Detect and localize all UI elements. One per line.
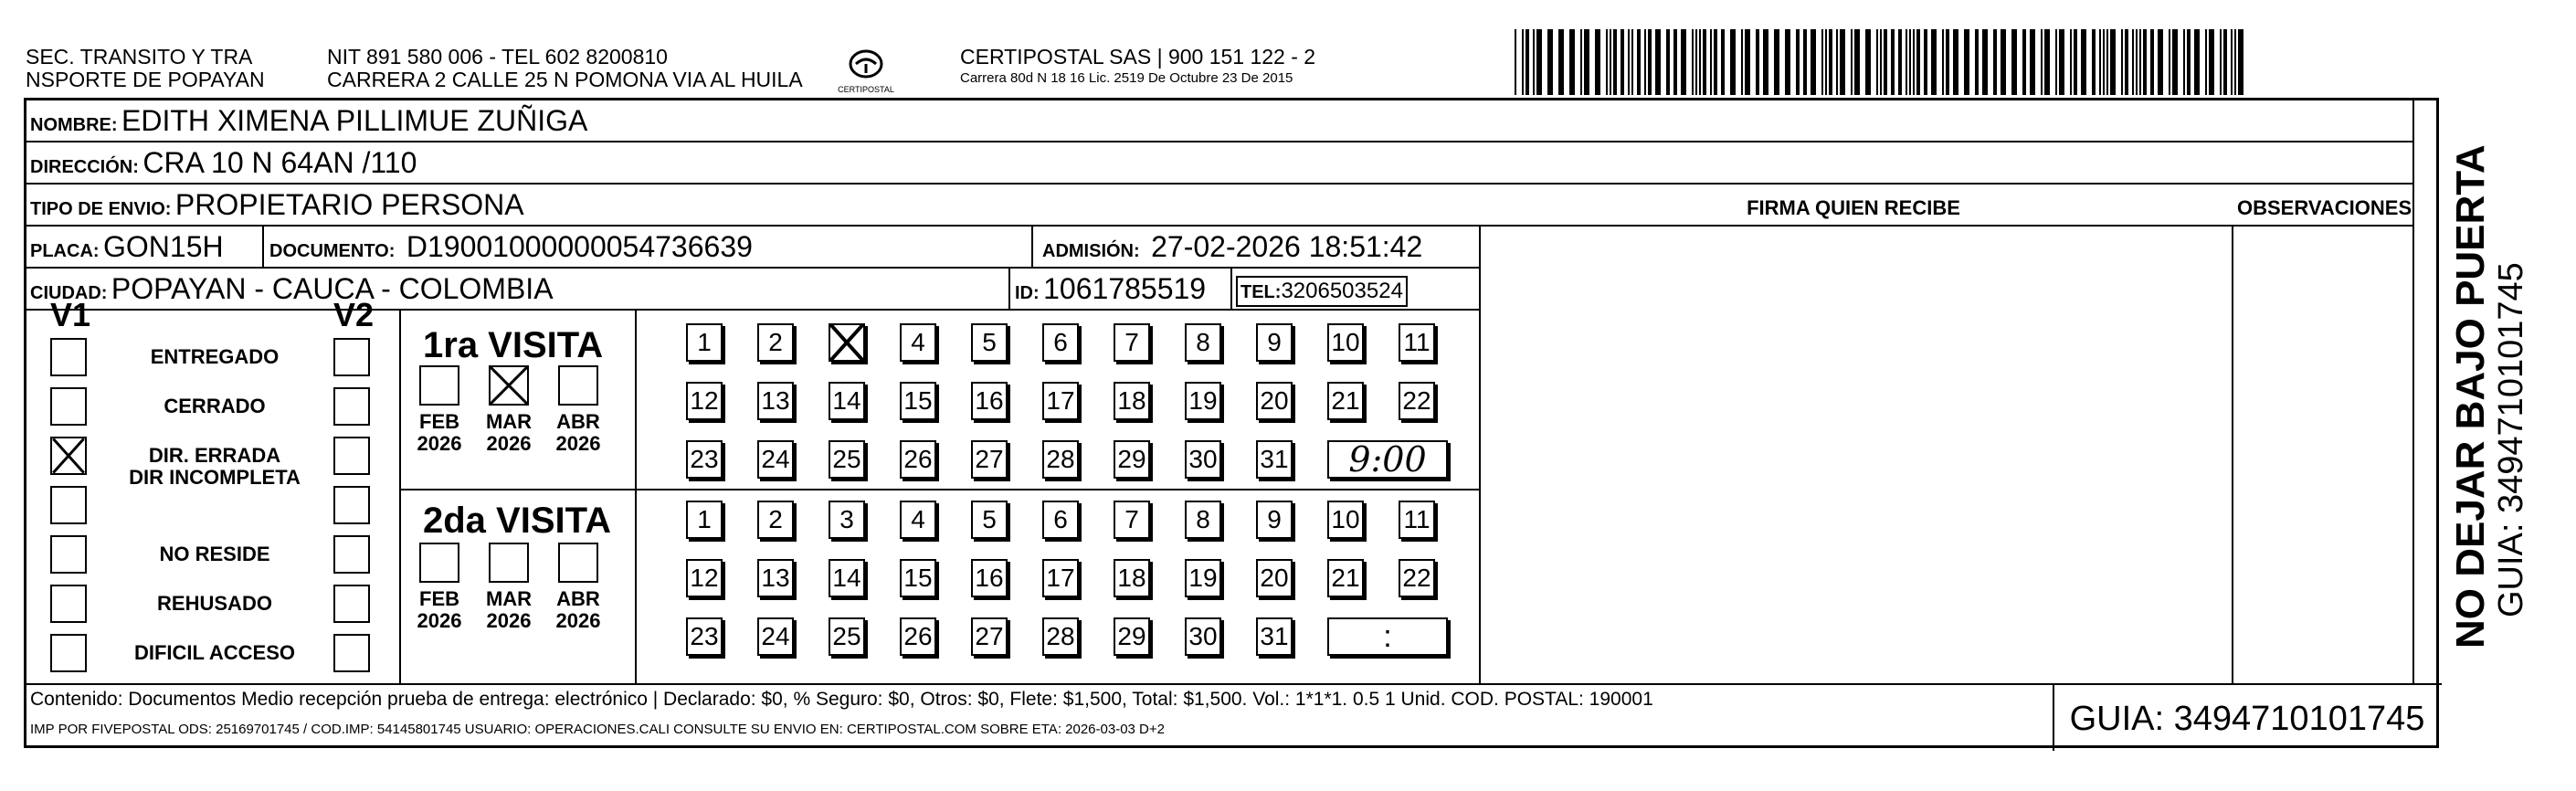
day-box-19[interactable]: 19 [1185,559,1221,597]
day-box-3[interactable]: 3 [829,501,865,539]
id-value: 1061785519 [1043,272,1207,305]
month-label: MAR [485,587,533,610]
day-box-27[interactable]: 27 [971,440,1008,479]
side-guia: GUIA: 3494710101745 [2492,262,2530,617]
day-box-1[interactable]: 1 [686,323,723,362]
year-label: 2026 [486,432,532,455]
v2-checkbox-2[interactable] [333,437,370,475]
month-label: ABR [556,410,600,433]
admision-cell [1042,230,1422,269]
day-box-30[interactable]: 30 [1185,440,1221,479]
day-box-22[interactable]: 22 [1399,559,1435,597]
reason-label: CERRADO [164,395,266,417]
ciudad-label: CIUDAD: [30,283,108,303]
month-label: FEB [419,587,459,610]
day-box-31[interactable]: 31 [1256,617,1293,656]
sender-name-line2: NSPORTE DE POPAYAN [26,68,265,91]
admision-label: ADMISIÓN: [1042,241,1140,261]
month-label: ABR [556,587,600,610]
year-label: 2026 [555,432,601,455]
nombre-label: NOMBRE: [30,115,118,135]
placa-cell [30,230,224,269]
day-box-20[interactable]: 20 [1256,382,1293,420]
day-box-16[interactable]: 16 [971,559,1008,597]
day-box-17[interactable]: 17 [1042,382,1079,420]
day-box-7[interactable]: 7 [1114,501,1150,539]
side-notice: NO DEJAR BAJO PUERTA [2448,144,2493,649]
delivery-form [24,98,2439,748]
day-box-1[interactable]: 1 [686,501,723,539]
v1-checkbox-5[interactable] [50,585,87,623]
day-box-6[interactable]: 6 [1042,501,1079,539]
footer-contenido: Contenido: Documentos Medio recepción prueba de entrega: electrónico | Declarado: $0, % Seguro: $0, Otros: $0, Flete: $1,500, Total: $1,500. Vol.: 1*1*1. 0.5 1 Unid. COD. POSTAL: 190001 [30,689,1653,710]
day-box-19[interactable]: 19 [1185,382,1221,420]
logo-text: CERTIPOSTAL [838,85,894,94]
id-label: ID: [1015,283,1040,303]
nombre-value: EDITH XIMENA PILLIMUE ZUÑIGA [121,104,588,137]
day-box-25[interactable]: 25 [829,440,865,479]
v1-header: V1 [50,296,91,333]
month-checkbox-mar[interactable] [489,365,529,406]
year-label: 2026 [555,609,601,632]
day-box-16[interactable]: 16 [971,382,1008,420]
footer-imp: IMP POR FIVEPOSTAL ODS: 25169701745 / COD.IMP: 54145801745 USUARIO: OPERACIONES.CALI CONSULTE SU ENVIO EN: CERTIPOSTAL.COM SOBRE ETA: 2026-03-03 D+2 [30,722,1165,737]
day-box-26[interactable]: 26 [900,440,936,479]
day-box-29[interactable]: 29 [1114,617,1150,656]
day-box-13[interactable]: 13 [757,382,794,420]
day-box-25[interactable]: 25 [829,617,865,656]
sender-nit: NIT 891 580 006 - TEL 602 8200810 [327,45,668,69]
direccion-row [30,146,417,185]
day-box-31[interactable]: 31 [1256,440,1293,479]
ciudad-value: POPAYAN - CAUCA - COLOMBIA [111,272,554,305]
month-checkbox-feb[interactable] [419,365,459,406]
day-box-23[interactable]: 23 [686,617,723,656]
v2-checkbox-6[interactable] [333,634,370,672]
day-box-21[interactable]: 21 [1327,382,1364,420]
day-box-24[interactable]: 24 [757,617,794,656]
nombre-row [30,104,587,143]
v2-header: V2 [333,296,375,333]
visit-time-box[interactable]: : [1327,617,1448,656]
day-box-14[interactable]: 14 [829,382,865,420]
day-box-2[interactable]: 2 [757,501,794,539]
day-box-10[interactable]: 10 [1327,323,1364,362]
tipo-envio-row [30,188,524,227]
day-box-13[interactable]: 13 [757,559,794,597]
direccion-value: CRA 10 N 64AN /110 [143,146,417,179]
tel-label: TEL: [1240,282,1282,302]
day-box-27[interactable]: 27 [971,617,1008,656]
tel-value: 3206503524 [1281,279,1403,303]
observaciones-label: OBSERVACIONES [2237,196,2412,219]
day-box-30[interactable]: 30 [1185,617,1221,656]
day-box-15[interactable]: 15 [900,559,936,597]
day-box-6[interactable]: 6 [1042,323,1079,362]
day-box-18[interactable]: 18 [1114,559,1150,597]
day-box-23[interactable]: 23 [686,440,723,479]
day-box-9[interactable]: 9 [1256,323,1293,362]
day-box-4[interactable]: 4 [900,323,936,362]
month-checkbox-abr[interactable] [558,365,598,406]
visit1-title: 1ra VISITA [423,325,604,365]
v1-checkbox-4[interactable] [50,535,87,574]
day-box-28[interactable]: 28 [1042,617,1079,656]
day-box-14[interactable]: 14 [829,559,865,597]
v1-checkbox-1[interactable] [50,387,87,426]
day-box-18[interactable]: 18 [1114,382,1150,420]
placa-value: GON15H [103,230,224,263]
barcode [1515,29,2245,95]
documento-cell [269,230,753,269]
tipo-envio-label: TIPO DE ENVIO: [30,199,172,219]
day-box-12[interactable]: 12 [686,382,723,420]
admision-value: 27-02-2026 18:51:42 [1151,230,1423,263]
reason-label: ENTREGADO [150,345,280,368]
day-box-20[interactable]: 20 [1256,559,1293,597]
day-box-5[interactable]: 5 [971,501,1008,539]
day-box-5[interactable]: 5 [971,323,1008,362]
reason-label: DIR INCOMPLETA [129,466,301,489]
carrier-name: CERTIPOSTAL SAS | 900 151 122 - 2 [960,45,1316,69]
day-box-11[interactable]: 11 [1399,501,1435,539]
v1-checkbox-3[interactable] [50,486,87,524]
day-box-22[interactable]: 22 [1399,382,1435,420]
reason-label: NO RESIDE [159,543,270,565]
year-label: 2026 [417,432,462,455]
month-checkbox-mar[interactable] [489,543,529,583]
v1-checkbox-6[interactable] [50,634,87,672]
placa-label: PLACA: [30,241,100,261]
visit-time-box[interactable]: 9:00 [1327,440,1448,479]
direccion-label: DIRECCIÓN: [30,157,139,177]
firma-label: FIRMA QUIEN RECIBE [1747,196,1960,219]
day-box-8[interactable]: 8 [1185,501,1221,539]
month-label: FEB [419,410,459,433]
day-box-11[interactable]: 11 [1399,323,1435,362]
v2-checkbox-1[interactable] [333,387,370,426]
day-box-26[interactable]: 26 [900,617,936,656]
day-box-3[interactable] [829,323,865,362]
day-box-29[interactable]: 29 [1114,440,1150,479]
v1-checkbox-2[interactable] [50,437,87,475]
tipo-envio-value: PROPIETARIO PERSONA [174,188,524,221]
day-box-15[interactable]: 15 [900,382,936,420]
day-box-17[interactable]: 17 [1042,559,1079,597]
day-box-7[interactable]: 7 [1114,323,1150,362]
v2-checkbox-0[interactable] [333,338,370,376]
month-checkbox-abr[interactable] [558,543,598,583]
ciudad-cell [30,272,554,311]
certipostal-logo-icon [827,42,905,99]
reason-label: REHUSADO [157,592,272,615]
footer-guia: GUIA: 3494710101745 [2069,700,2425,738]
month-label: MAR [485,410,533,433]
day-box-2[interactable]: 2 [757,323,794,362]
sender-name-line1: SEC. TRANSITO Y TRA [26,45,253,69]
day-box-24[interactable]: 24 [757,440,794,479]
day-box-4[interactable]: 4 [900,501,936,539]
year-label: 2026 [417,609,462,632]
day-box-12[interactable]: 12 [686,559,723,597]
v2-checkbox-3[interactable] [333,486,370,524]
sender-address: CARRERA 2 CALLE 25 N POMONA VIA AL HUILA [327,68,803,91]
documento-label: DOCUMENTO: [269,241,396,261]
day-box-8[interactable]: 8 [1185,323,1221,362]
day-box-10[interactable]: 10 [1327,501,1364,539]
month-checkbox-feb[interactable] [419,543,459,583]
v1-checkbox-0[interactable] [50,338,87,376]
visit2-title: 2da VISITA [423,501,611,541]
id-cell [1015,272,1206,311]
day-box-9[interactable]: 9 [1256,501,1293,539]
reason-label: DIR. ERRADA [148,444,281,467]
year-label: 2026 [486,609,532,632]
v2-checkbox-5[interactable] [333,585,370,623]
day-box-21[interactable]: 21 [1327,559,1364,597]
v2-checkbox-4[interactable] [333,535,370,574]
documento-value: D19001000000054736639 [406,230,753,263]
carrier-address: Carrera 80d N 18 16 Lic. 2519 De Octubre 23 De 2015 [960,70,1293,86]
reason-label: DIFICIL ACCESO [133,641,295,664]
tel-cell [1236,276,1408,307]
day-box-28[interactable]: 28 [1042,440,1079,479]
